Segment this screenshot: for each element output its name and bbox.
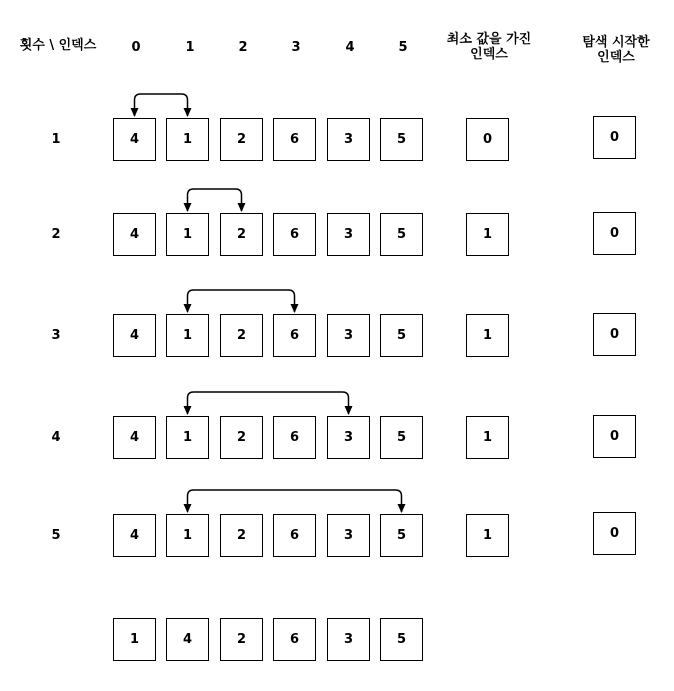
min-index-cell: 0 [466, 118, 509, 161]
array-cell: 3 [327, 416, 370, 459]
array-cell: 4 [113, 118, 156, 161]
result-cell: 2 [220, 618, 263, 661]
start-index-cell: 0 [593, 313, 636, 356]
array-cell: 6 [273, 118, 316, 161]
array-cell: 3 [327, 514, 370, 557]
array-cell: 1 [166, 314, 209, 357]
comparison-arrow [188, 189, 242, 211]
comparison-arrow [188, 290, 295, 312]
min-index-cell: 1 [466, 213, 509, 256]
start-index-cell: 0 [593, 415, 636, 458]
array-cell: 2 [220, 416, 263, 459]
result-cell: 6 [273, 618, 316, 661]
header-index-2: 2 [238, 40, 248, 55]
array-cell: 6 [273, 213, 316, 256]
min-index-cell: 1 [466, 514, 509, 557]
header-index-4: 4 [345, 40, 355, 55]
array-cell: 2 [220, 213, 263, 256]
row-label: 1 [51, 132, 61, 147]
start-index-cell: 0 [593, 116, 636, 159]
result-cell: 3 [327, 618, 370, 661]
array-cell: 2 [220, 514, 263, 557]
array-cell: 5 [380, 118, 423, 161]
header-start-index-line1: 탐색 시작한 [582, 35, 650, 50]
header-index-5: 5 [398, 40, 408, 55]
row-label: 3 [51, 328, 61, 343]
array-cell: 5 [380, 514, 423, 557]
array-cell: 1 [166, 213, 209, 256]
comparison-arrow [135, 94, 188, 116]
comparison-arrow [188, 392, 349, 414]
array-cell: 4 [113, 213, 156, 256]
array-cell: 6 [273, 416, 316, 459]
row-label: 5 [51, 528, 61, 543]
array-cell: 1 [166, 416, 209, 459]
header-corner-label: 횟수 \ 인덱스 [19, 38, 97, 53]
header-min-index-line2: 인덱스 [470, 47, 508, 62]
header-index-0: 0 [131, 40, 141, 55]
array-cell: 5 [380, 213, 423, 256]
min-index-cell: 1 [466, 314, 509, 357]
array-cell: 6 [273, 514, 316, 557]
array-cell: 3 [327, 314, 370, 357]
result-cell: 1 [113, 618, 156, 661]
array-cell: 4 [113, 314, 156, 357]
header-start-index-line2: 인덱스 [597, 50, 635, 65]
array-cell: 6 [273, 314, 316, 357]
header-index-1: 1 [185, 40, 195, 55]
array-cell: 4 [113, 514, 156, 557]
array-cell: 2 [220, 118, 263, 161]
start-index-cell: 0 [593, 512, 636, 555]
start-index-cell: 0 [593, 212, 636, 255]
comparison-arrow [188, 490, 402, 512]
result-cell: 4 [166, 618, 209, 661]
array-cell: 1 [166, 514, 209, 557]
array-cell: 2 [220, 314, 263, 357]
header-index-3: 3 [291, 40, 301, 55]
array-cell: 5 [380, 314, 423, 357]
row-label: 2 [51, 227, 61, 242]
array-cell: 4 [113, 416, 156, 459]
array-cell: 5 [380, 416, 423, 459]
min-index-cell: 1 [466, 416, 509, 459]
row-label: 4 [51, 430, 61, 445]
result-cell: 5 [380, 618, 423, 661]
array-cell: 3 [327, 213, 370, 256]
array-cell: 1 [166, 118, 209, 161]
header-min-index-line1: 최소 값을 가진 [446, 32, 532, 47]
array-cell: 3 [327, 118, 370, 161]
